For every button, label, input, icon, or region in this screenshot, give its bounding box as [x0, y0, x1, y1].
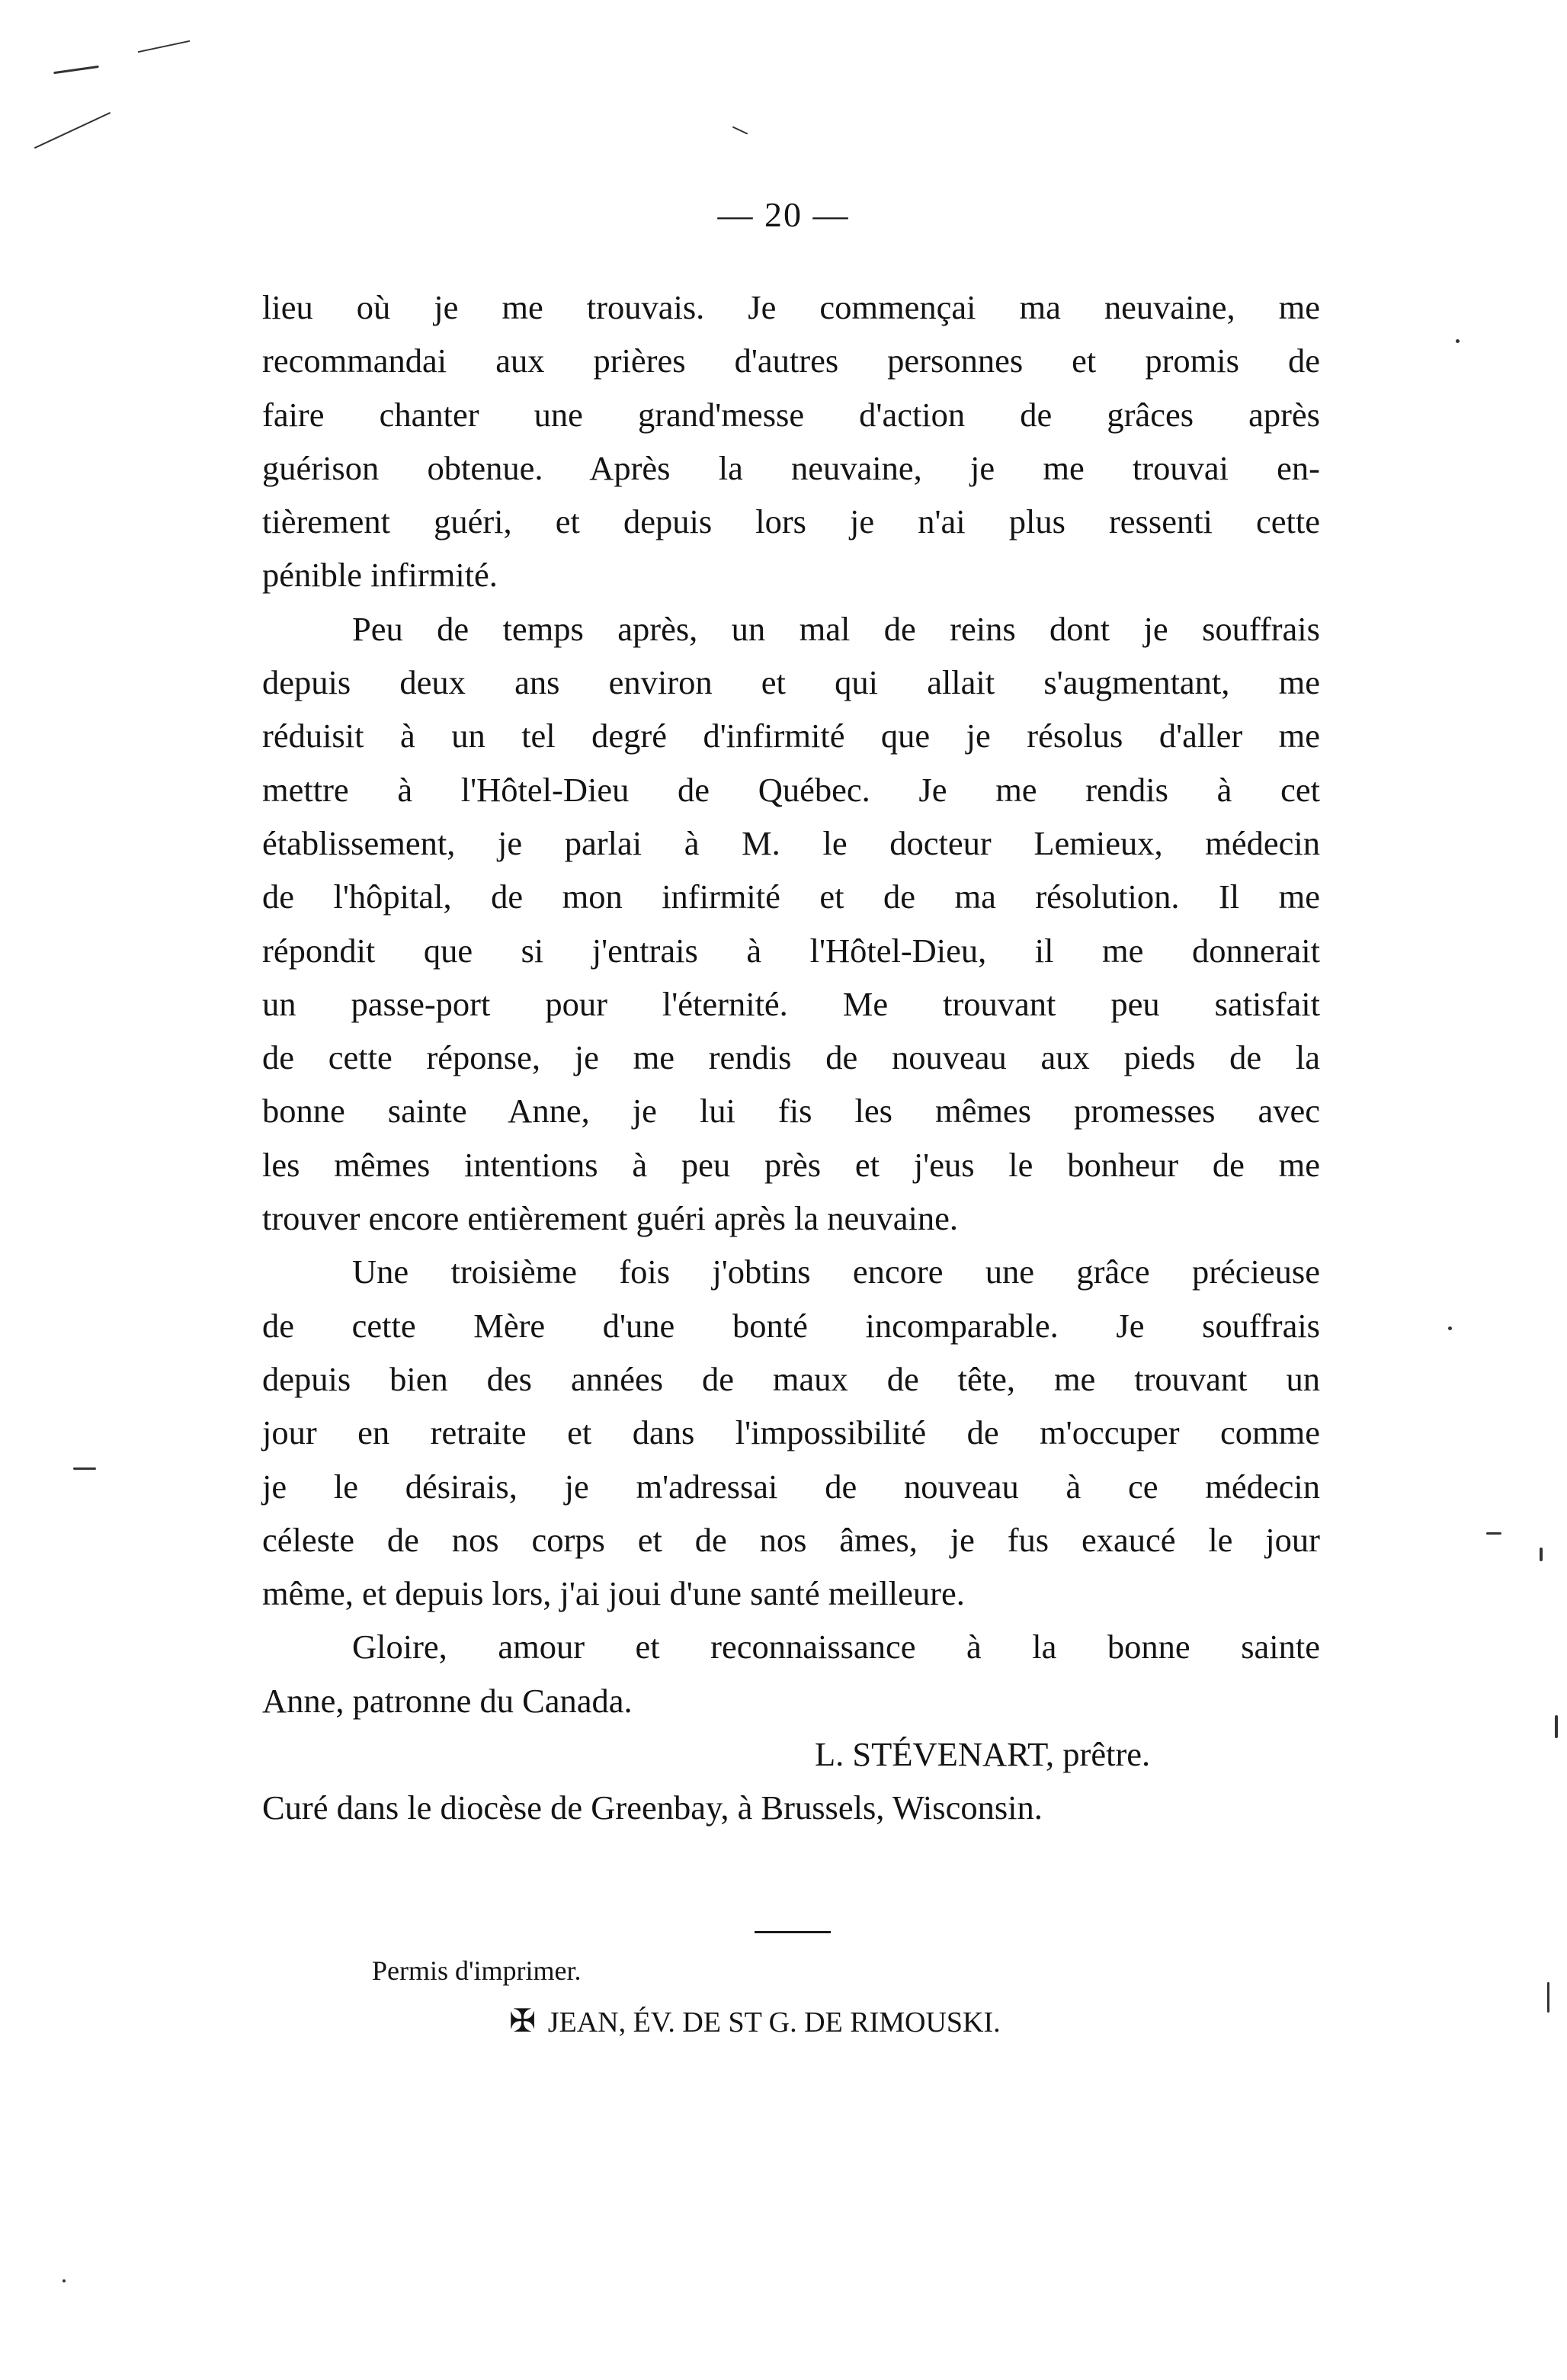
scan-speck	[62, 2279, 66, 2282]
bishop-name: JEAN, ÉV. DE ST G. DE RIMOUSKI.	[547, 2006, 1001, 2038]
text-line: réduisit à un tel degré d'infirmité que je résolus d'aller me	[262, 717, 1320, 755]
text-line: les mêmes intentions à peu près et j'eus le bonheur de me	[262, 1145, 1320, 1184]
text-line: trouver encore entièrement guéri après la neuvaine.	[262, 1199, 959, 1238]
imprimatur-line: Permis d'imprimer.	[372, 1955, 582, 1986]
text-line: recommandai aux prières d'autres personnes et promis de	[262, 342, 1320, 380]
text-line: Curé dans le diocèse de Greenbay, à Brussels, Wisconsin.	[262, 1788, 1043, 1827]
text-line: lieu où je me trouvais. Je commençai ma neuvaine, me	[262, 288, 1320, 326]
scan-speck	[1448, 1326, 1452, 1330]
text-line: jour en retraite et dans l'impossibilité de m'occuper comme	[262, 1413, 1320, 1452]
scan-speck	[34, 112, 111, 149]
text-line: je le désirais, je m'adressai de nouveau à ce médecin	[262, 1467, 1320, 1506]
scan-speck	[138, 40, 191, 53]
text-line: un passe-port pour l'éternité. Me trouvant peu satisfait	[262, 984, 1320, 1023]
text-line: céleste de nos corps et de nos âmes, je fus exaucé le jour	[262, 1520, 1320, 1559]
text-line: depuis deux ans environ et qui allait s'augmentant, me	[262, 663, 1320, 702]
text-line: tièrement guéri, et depuis lors je n'ai plus ressenti cette	[262, 502, 1320, 541]
scan-speck	[73, 1467, 96, 1470]
text-line: de cette réponse, je me rendis de nouveau aux pieds de la	[262, 1038, 1320, 1077]
page-number: — 20 —	[717, 195, 850, 234]
scan-speck	[1547, 1982, 1549, 2013]
scan-speck	[732, 126, 748, 134]
text-line: de l'hôpital, de mon infirmité et de ma résolution. Il me	[262, 877, 1320, 916]
body-text	[262, 281, 1320, 1835]
text-line: établissement, je parlai à M. le docteur Lemieux, médecin	[262, 823, 1320, 862]
text-line: pénible infirmité.	[262, 556, 498, 595]
text-line: Une troisième fois j'obtins encore une grâce précieuse	[352, 1253, 1320, 1291]
text-line: guérison obtenue. Après la neuvaine, je me trouvai en-	[262, 448, 1320, 487]
text-line: de cette Mère d'une bonté incomparable. Je souffrais	[262, 1306, 1320, 1345]
text-line: bonne sainte Anne, je lui fis les mêmes promesses avec	[262, 1092, 1320, 1131]
cross-icon: ✠	[509, 2004, 537, 2039]
text-line: L. STÉVENART, prêtre.	[815, 1735, 1151, 1774]
text-line: depuis bien des années de maux de tête, me trouvant un	[262, 1359, 1320, 1398]
text-line: répondit que si j'entrais à l'Hôtel-Dieu, il me donnerait	[262, 931, 1320, 970]
text-line: même, et depuis lors, j'ai joui d'une santé meilleure.	[262, 1574, 965, 1613]
scan-speck	[1456, 339, 1460, 343]
text-line: Peu de temps après, un mal de reins dont je souffrais	[352, 609, 1320, 648]
scan-speck	[1486, 1532, 1501, 1535]
scan-speck	[1555, 1715, 1558, 1738]
scan-speck	[53, 66, 99, 74]
scan-speck	[1540, 1548, 1543, 1561]
text-line: mettre à l'Hôtel-Dieu de Québec. Je me rendis à cet	[262, 770, 1320, 809]
text-line: faire chanter une grand'messe d'action de grâces après	[262, 395, 1320, 434]
text-line: Gloire, amour et reconnaissance à la bonne sainte	[352, 1628, 1320, 1666]
text-line: Anne, patronne du Canada.	[262, 1681, 633, 1720]
bishop-approval	[509, 2003, 1001, 2042]
divider-rule	[755, 1931, 831, 1933]
